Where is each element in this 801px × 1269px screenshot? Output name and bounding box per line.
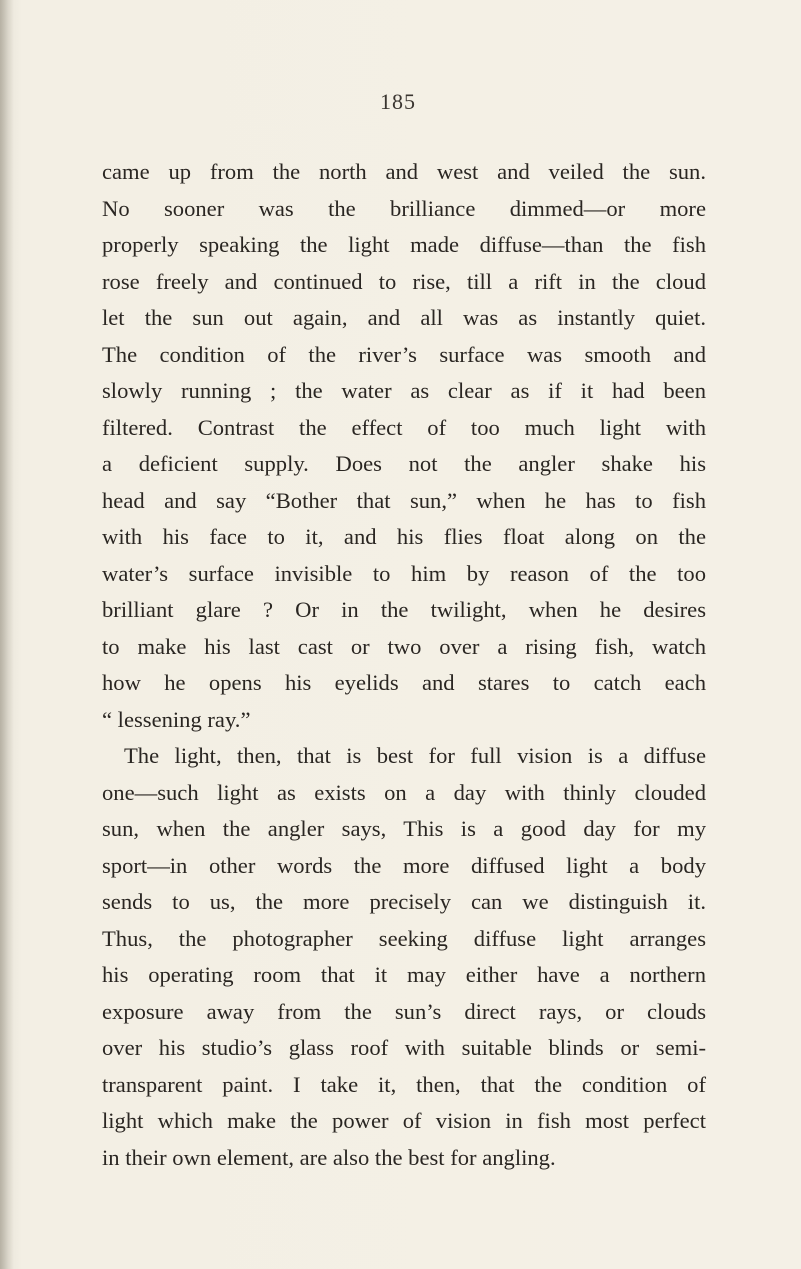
- text-line: to make his last cast or two over a rising fish, watch: [102, 633, 706, 659]
- text-line: properly speaking the light made diffuse—than the fish: [102, 232, 706, 257]
- text-line: light which make the power of vision in fish most perfect: [102, 1108, 706, 1133]
- spine-shadow: [0, 0, 14, 1269]
- text-line: “ lessening ray.”: [102, 706, 251, 732]
- text-line: with his face to it, and his flies float along on the: [102, 524, 706, 549]
- text-line: a deficient supply. Does not the angler shake his: [102, 451, 706, 476]
- text-line: slowly running ; the water as clear as if it had been: [102, 378, 706, 403]
- text-line: head and say “Bother that sun,” when he has to fish: [102, 487, 706, 513]
- text-line: water’s surface invisible to him by reason of the too: [102, 560, 706, 586]
- body-text: [102, 154, 706, 1176]
- text-line: sun, when the angler says, This is a good day for my: [102, 816, 706, 841]
- text-line: how he opens his eyelids and stares to catch each: [102, 670, 706, 695]
- text-line: sends to us, the more precisely can we distinguish it.: [102, 889, 706, 914]
- text-line: sport—in other words the more diffused light a body: [102, 852, 706, 878]
- text-line: in their own element, are also the best for angling.: [102, 1144, 556, 1170]
- text-line: Thus, the photographer seeking diffuse light arranges: [102, 925, 706, 951]
- text-line: filtered. Contrast the effect of too much light with: [102, 414, 706, 440]
- text-line: came up from the north and west and veiled the sun.: [102, 159, 706, 184]
- text-line: No sooner was the brilliance dimmed—or more: [102, 195, 706, 221]
- text-line: rose freely and continued to rise, till a rift in the cloud: [102, 268, 706, 294]
- page-number: 185: [380, 89, 416, 114]
- text-line: his operating room that it may either have a northern: [102, 962, 706, 987]
- text-line: The light, then, that is best for full vision is a diffuse: [124, 743, 706, 768]
- text-line: let the sun out again, and all was as instantly quiet.: [102, 305, 706, 330]
- text-line: transparent paint. I take it, then, that the condition of: [102, 1071, 706, 1097]
- text-line: brilliant glare ? Or in the twilight, when he desires: [102, 597, 706, 622]
- text-line: over his studio’s glass roof with suitable blinds or semi-: [102, 1035, 706, 1060]
- text-line: one—such light as exists on a day with thinly clouded: [102, 779, 706, 805]
- text-line: exposure away from the sun’s direct rays, or clouds: [102, 998, 706, 1024]
- text-line: The condition of the river’s surface was smooth and: [102, 341, 706, 367]
